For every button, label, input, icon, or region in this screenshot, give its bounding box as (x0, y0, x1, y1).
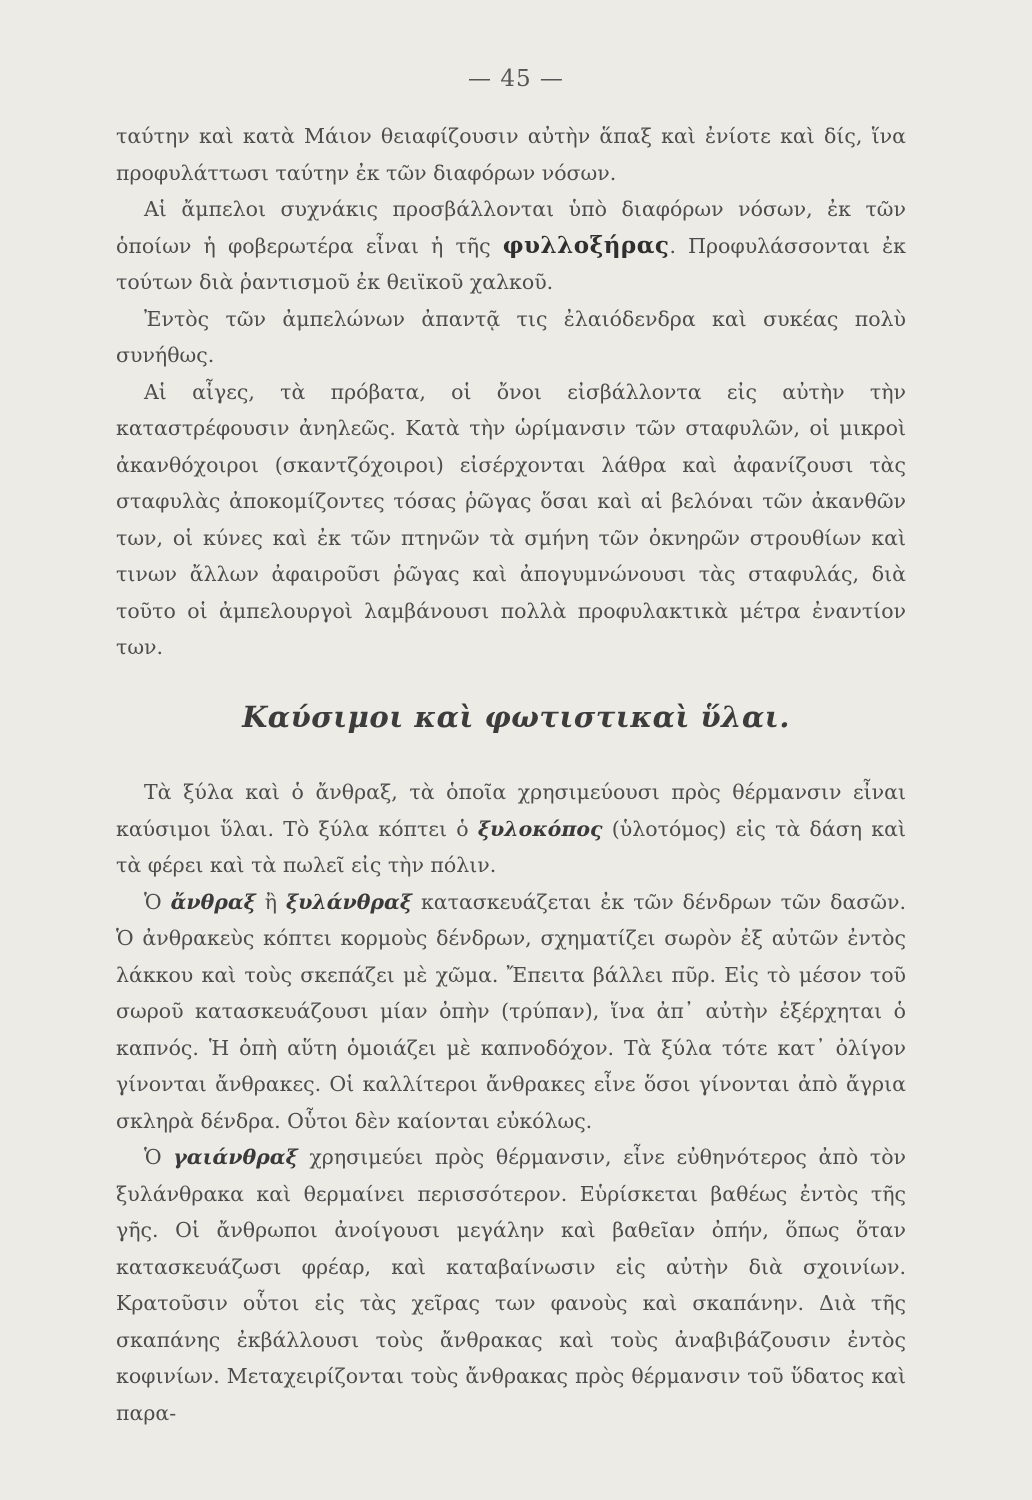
paragraph-wood: Τὰ ξύλα καὶ ὁ ἄνθραξ, τὰ ὁποῖα χρησιμεύουσι πρὸς θέρμανσιν εἶναι καύσιμοι ὕλαι. Τὸ ξύλα κόπτει ὁ ξυλοκόπος (ὑλοτόμος) εἰς τὰ δάση καὶ τὰ φέρει καὶ τὰ πωλεῖ εἰς τὴν πόλιν. (116, 780, 906, 877)
term-anthrax: ἄνθραξ (170, 889, 256, 914)
text-block-top (116, 118, 906, 666)
section-heading: Καύσιμοι καὶ φωτιστικαὶ ὕλαι. (242, 700, 790, 734)
paragraph-charcoal: Ὁ ἄνθραξ ἢ ξυλάνθραξ κατασκευάζεται ἐκ τῶν δένδρων τῶν δασῶν. Ὁ ἀνθρακεὺς κόπτει κορμοὺς δένδρων, σχηματίζει σωρὸν ἐξ αὐτῶν ἐντὸς λάκκου καὶ τοὺς σκεπάζει μὲ χῶμα. Ἔπειτα βάλλει πῦρ. Εἰς τὸ μέσον τοῦ σωροῦ κατασκευάζουσι μίαν ὀπὴν (τρύπαν), ἵνα ἀπ᾽ αὐτὴν ἐξέρχηται ὁ καπνός. Ἡ ὀπὴ αὕτη ὁμοιάζει μὲ καπνοδόχον. Τὰ ξύλα τότε κατ᾽ ὀλίγον γίνονται ἄνθρακες. Οἱ καλλίτεροι ἄνθρακες εἶνε ὅσοι γίνονται ἀπὸ ἄγρια σκληρὰ δένδρα. Οὗτοι δὲν καίονται εὐκόλως. (116, 889, 906, 1133)
paragraph-pests: Αἱ αἶγες, τὰ πρόβατα, οἱ ὄνοι εἰσβάλλοντα εἰς αὐτὴν τὴν καταστρέφουσιν ἀνηλεῶς. Κατὰ τὴν ὡρίμανσιν τῶν σταφυλῶν, οἱ μικροὶ ἀκανθόχοιροι (σκαντζόχοιροι) εἰσέρχονται λάθρα καὶ ἀφανίζουσι τὰς σταφυλὰς ἀποκομίζοντες τόσας ῥῶγας ὅσαι καὶ αἱ βελόναι τῶν ἀκανθῶν των, οἱ κύνες καὶ ἐκ τῶν πτηνῶν τὰ σμήνη τῶν ὀκνηρῶν στρουθίων καὶ τινων ἄλλων ἀφαιροῦσι ῥῶγας καὶ ἀπογυμνώνουσι τὰς σταφυλάς, διὰ τοῦτο οἱ ἀμπελουργοὶ λαμβάνουσι πολλὰ προφυλακτικὰ μέτρα ἐναντίον των. (116, 379, 906, 659)
term-woodcutter: ξυλοκόπος (477, 816, 603, 841)
paragraph-vineyard-trees: Ἐντὸς τῶν ἀμπελώνων ἀπαντᾷ τις ἐλαιόδενδρα καὶ συκέας πολὺ συνήθως. (116, 306, 906, 367)
paragraph-phylloxera: Αἱ ἄμπελοι συχνάκις προσβάλλονται ὑπὸ διαφόρων νόσων, ἐκ τῶν ὁποίων ἡ φοβερωτέρα εἶναι ἡ τῆς φυλλοξήρας. Προφυλάσσονται ἐκ τούτων διὰ ῥαντισμοῦ ἐκ θειϊκοῦ χαλκοῦ. (116, 197, 906, 294)
page-number: — 45 — (468, 66, 564, 92)
text-block-bottom (116, 774, 906, 1431)
paragraph-continuation: ταύτην καὶ κατὰ Μάιον θειαφίζουσιν αὐτὴν ἅπαξ καὶ ἐνίοτε καὶ δίς, ἵνα προφυλάττωσι ταύτην ἐκ τῶν διαφόρων νόσων. (116, 124, 906, 185)
term-coal: γαιάνθραξ (173, 1145, 298, 1169)
paragraph-coal: Ὁ γαιάνθραξ χρησιμεύει πρὸς θέρμανσιν, εἶνε εὐθηνότερος ἀπὸ τὸν ξυλάνθρακα καὶ θερμαίνει περισσότερον. Εὑρίσκεται βαθέως ἐντὸς τῆς γῆς. Οἱ ἄνθρωποι ἀνοίγουσι μεγάλην καὶ βαθεῖαν ὀπήν, ὅπως ὅταν κατασκευάζωσι φρέαρ, καὶ καταβαίνωσιν εἰς αὐτὴν διὰ σχοινίων. Κρατοῦσιν οὗτοι εἰς τὰς χεῖρας των φανοὺς καὶ σκαπάνην. Διὰ τῆς σκαπάνης ἐκβάλλουσι τοὺς ἄνθρακας καὶ τοὺς ἀναβιβάζουσιν ἐντὸς κοφινίων. Μεταχειρίζονται τοὺς ἄνθρακας πρὸς θέρμανσιν τοῦ ὕδατος καὶ παρα- (116, 1145, 906, 1425)
term-phylloxera: φυλλοξήρας (502, 231, 670, 259)
term-charcoal: ξυλάνθραξ (286, 889, 412, 914)
